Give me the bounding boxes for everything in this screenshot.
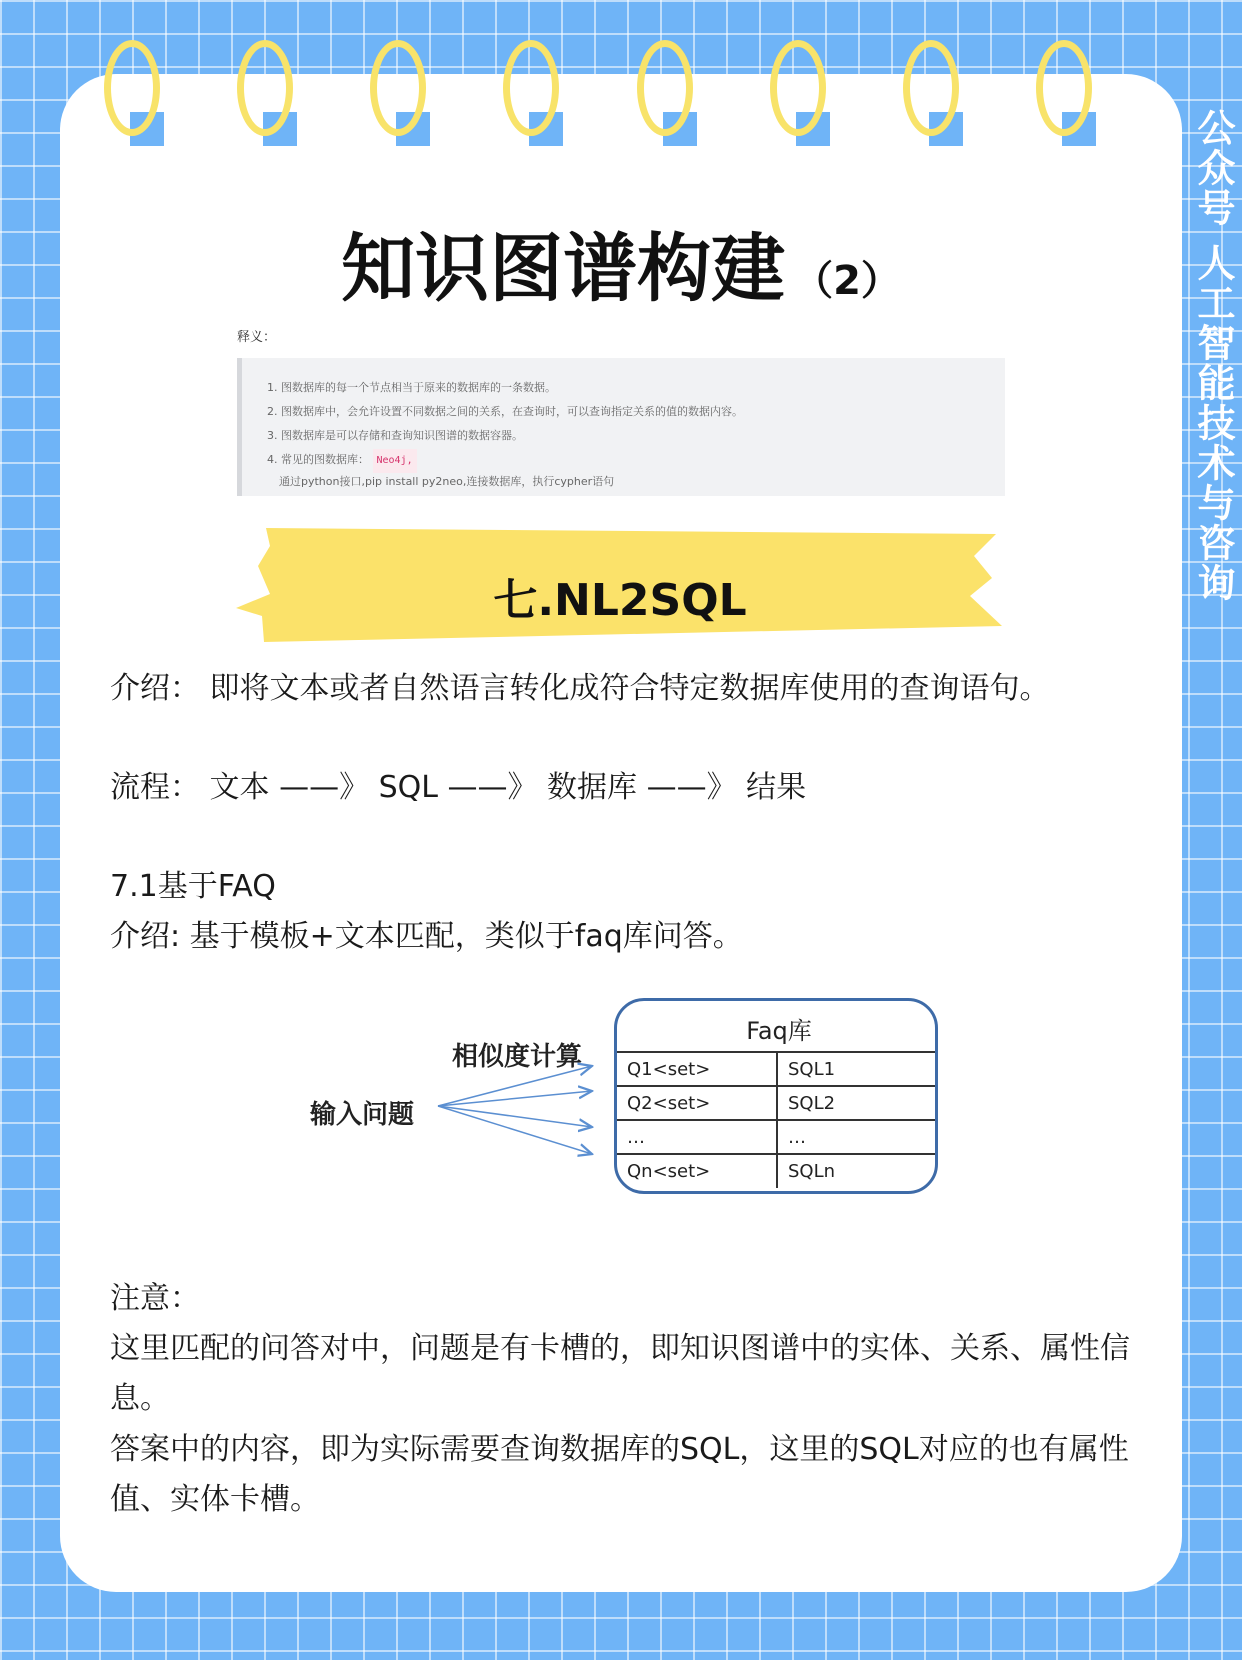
table-row bbox=[617, 1052, 938, 1086]
side-caption: 公众号 人工智能技术与咨询 bbox=[1191, 108, 1235, 604]
title-sub: （2） bbox=[793, 258, 901, 304]
binder-ring bbox=[1036, 40, 1092, 136]
faq-diagram bbox=[300, 990, 950, 1200]
input-question-label: 输入问题 bbox=[310, 1100, 415, 1130]
intro-text: 介绍： 即将文本或者自然语言转化成符合特定数据库使用的查询语句。 bbox=[110, 671, 1050, 706]
title-main: 知识图谱构建 bbox=[341, 226, 786, 312]
flow-text: 流程： 文本 ——》 SQL ——》 数据库 ——》 结果 bbox=[110, 770, 807, 805]
binder-ring bbox=[370, 40, 426, 136]
definition-item-indent: 通过python接口,pip install py2neo,连接数据库，执行cypher语句 bbox=[279, 475, 615, 488]
faq-table-title: Faq库 bbox=[746, 1017, 812, 1045]
table-cell: SQL2 bbox=[777, 1086, 938, 1120]
binder-ring bbox=[104, 40, 160, 136]
table-cell: … bbox=[617, 1120, 777, 1154]
binder-ring bbox=[903, 40, 959, 136]
similarity-label: 相似度计算 bbox=[452, 1042, 583, 1072]
faq-table bbox=[614, 998, 938, 1194]
definition-panel bbox=[237, 358, 1005, 496]
definition-label: 释义： bbox=[237, 330, 277, 345]
table-cell: Q2<set> bbox=[617, 1086, 777, 1120]
table-row bbox=[617, 1120, 938, 1154]
section-intro: 介绍: 基于模板+文本匹配，类似于faq库问答。 bbox=[110, 919, 743, 954]
table-cell: SQLn bbox=[777, 1154, 938, 1188]
definition-item: 3. 图数据库是可以存储和查询知识图谱的数据容器。 bbox=[267, 429, 523, 442]
note-heading: 注意： bbox=[110, 1281, 200, 1316]
arrows bbox=[300, 990, 620, 1200]
definition-item bbox=[267, 448, 1005, 473]
definition-item: 1. 图数据库的每一个节点相当于原来的数据库的一条数据。 bbox=[267, 381, 556, 394]
code-snippet: Neo4j, bbox=[373, 449, 417, 473]
table-cell: Q1<set> bbox=[617, 1052, 777, 1086]
faq-grid bbox=[617, 1051, 938, 1188]
binder-ring bbox=[237, 40, 293, 136]
section-banner bbox=[236, 526, 1004, 646]
binder-ring bbox=[503, 40, 559, 136]
note-paragraph-2: 答案中的内容，即为实际需要查询数据库的SQL，这里的SQL对应的也有属性值、实体卡槽。 bbox=[110, 1432, 1129, 1517]
binder-ring bbox=[637, 40, 693, 136]
table-cell: … bbox=[777, 1120, 938, 1154]
binder-ring bbox=[770, 40, 826, 136]
definition-item: 2. 图数据库中，会允许设置不同数据之间的关系，在查询时，可以查询指定关系的值的数据内容。 bbox=[267, 405, 743, 418]
table-row bbox=[617, 1086, 938, 1120]
section-heading: 7.1基于FAQ bbox=[110, 869, 276, 904]
definition-item-text: 4. 常见的图数据库： bbox=[267, 453, 369, 466]
page-title bbox=[60, 210, 1182, 316]
table-cell: Qn<set> bbox=[617, 1154, 777, 1188]
table-cell: SQL1 bbox=[777, 1052, 938, 1086]
banner-title: 七.NL2SQL bbox=[493, 575, 747, 626]
table-row bbox=[617, 1154, 938, 1188]
note-paragraph-1: 这里匹配的问答对中，问题是有卡槽的，即知识图谱中的实体、关系、属性信息。 bbox=[110, 1331, 1130, 1416]
